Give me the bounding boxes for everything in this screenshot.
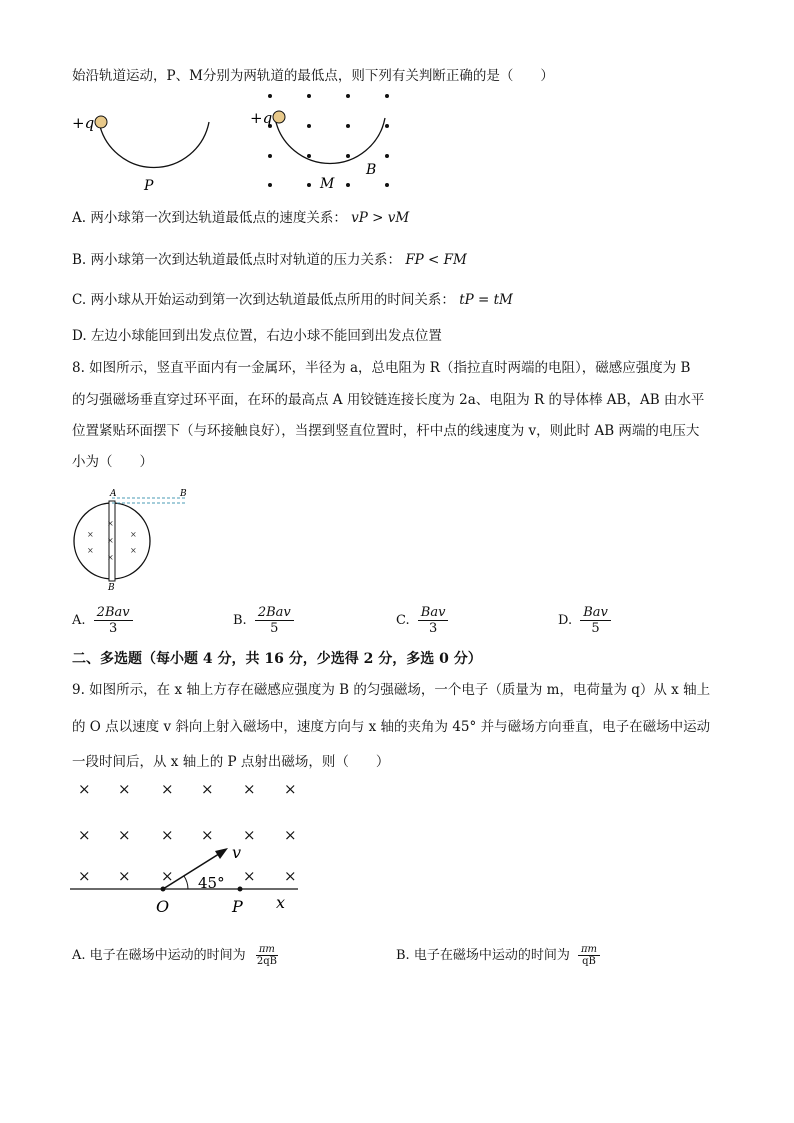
svg-text:×: ×: [243, 780, 256, 798]
q8-line-3: 位置紧贴环面摆下（与环接触良好），当摆到竖直位置时，杆中点的线速度为 v，则此时 AB 两端的电压大: [72, 423, 700, 439]
option-letter: C.: [72, 292, 87, 308]
q7-right-charge: +q: [250, 109, 273, 127]
q7-right-label-m: M: [320, 176, 335, 192]
q9-field-crosses: [78, 780, 297, 885]
q7-option-c[interactable]: [72, 290, 513, 310]
q8-option-a[interactable]: [72, 605, 133, 636]
option-text: 两小球第一次到达轨道最低点的速度关系：: [90, 210, 347, 226]
q9-option-b[interactable]: [396, 944, 600, 967]
q9-line-1: 9. 如图所示，在 x 轴上方存在磁感应强度为 B 的匀强磁场，一个电子（质量为 m，电荷量为 q）从 x 轴上: [72, 682, 711, 698]
svg-text:×: ×: [78, 780, 91, 798]
q8-option-c[interactable]: [396, 605, 448, 636]
svg-text:×: ×: [284, 867, 297, 885]
option-letter: C.: [396, 613, 410, 628]
option-text: 电子在磁场中运动的时间为: [89, 948, 246, 963]
fraction: $\frac{\text{Bav}}{3}$: [418, 605, 449, 636]
section-heading: 二、多选题（每小题 4 分，共 16 分，少选得 2 分，多选 0 分）: [72, 651, 482, 667]
option-letter: A.: [72, 210, 87, 226]
option-letter: A.: [72, 613, 86, 628]
svg-text:×: ×: [243, 826, 256, 844]
q7-right-ball: [273, 111, 285, 123]
q9-option-a[interactable]: [72, 944, 280, 967]
q8-label-b-top: B: [180, 489, 187, 499]
option-math: FP < FM: [405, 252, 467, 268]
q7-stem: 始沿轨道运动，P、M分别为两轨道的最低点，则下列有关判断正确的是（ ）: [72, 68, 554, 84]
svg-text:×: ×: [243, 867, 256, 885]
svg-text:×: ×: [107, 553, 114, 562]
q8-line-1: 8. 如图所示，竖直平面内有一金属环，半径为 a，总电阻为 R（指拉直时两端的电阻），磁感应强度为 B: [72, 360, 691, 376]
svg-text:×: ×: [118, 826, 131, 844]
option-letter: B.: [233, 613, 247, 628]
q8-field-crosses: [87, 519, 137, 562]
fraction: $\frac{\text{2Bav}}{5}$: [255, 605, 294, 636]
q7-figure-right: [248, 88, 408, 198]
q8-figure: [70, 486, 200, 596]
svg-text:×: ×: [78, 826, 91, 844]
svg-text:×: ×: [87, 546, 94, 555]
svg-text:×: ×: [130, 530, 137, 539]
fraction: $\frac{\text{2Bav}}{3}$: [94, 605, 133, 636]
svg-text:×: ×: [118, 867, 131, 885]
svg-text:×: ×: [284, 826, 297, 844]
option-letter: D.: [72, 328, 87, 344]
q7-left-charge: +q: [72, 114, 95, 132]
option-math: vP > vM: [351, 210, 410, 226]
option-letter: D.: [558, 613, 573, 628]
svg-text:×: ×: [161, 826, 174, 844]
q7-left-ball: [95, 116, 107, 128]
q7-option-d[interactable]: [72, 326, 442, 346]
q7-figure-left: [70, 108, 230, 198]
q7-left-track: [99, 122, 209, 167]
q7-left-label-p: P: [144, 178, 154, 194]
q7-option-b[interactable]: [72, 250, 467, 270]
svg-text:×: ×: [87, 530, 94, 539]
q9-label-angle: 45°: [198, 874, 225, 892]
q9-label-p: P: [232, 897, 243, 916]
svg-text:×: ×: [161, 780, 174, 798]
svg-text:×: ×: [107, 519, 114, 528]
q8-option-d[interactable]: [558, 605, 611, 636]
fraction: $\frac{\pi m}{qB}$: [578, 944, 600, 967]
fraction: $\frac{\text{Bav}}{5}$: [580, 605, 611, 636]
svg-text:×: ×: [201, 826, 214, 844]
svg-text:×: ×: [130, 546, 137, 555]
svg-text:×: ×: [284, 780, 297, 798]
q9-label-x: x: [276, 893, 286, 912]
q8-label-b-bottom: B: [108, 583, 115, 593]
q7-right-track: [275, 118, 385, 163]
q9-label-v: v: [232, 843, 242, 862]
q7-right-label-b: B: [366, 162, 377, 178]
fraction: $\frac{\pi m}{2qB}$: [256, 944, 277, 967]
svg-text:×: ×: [118, 780, 131, 798]
option-letter: B.: [396, 948, 410, 963]
option-text: 两小球第一次到达轨道最低点时对轨道的压力关系：: [90, 252, 402, 268]
q8-label-a: A: [110, 489, 117, 499]
svg-text:×: ×: [107, 536, 114, 545]
option-text: 电子在磁场中运动的时间为: [413, 948, 570, 963]
q9-line-2: 的 O 点以速度 v 斜向上射入磁场中，速度方向与 x 轴的夹角为 45° 并与磁场方向垂直，电子在磁场中运动: [72, 719, 711, 735]
q8-line-4: 小为（ ）: [72, 454, 153, 470]
option-letter: A.: [72, 948, 86, 963]
svg-text:×: ×: [78, 867, 91, 885]
option-letter: B.: [72, 252, 87, 268]
option-math: tP = tM: [459, 292, 513, 308]
q9-label-o: O: [156, 897, 170, 916]
option-text: 左边小球能回到出发点位置，右边小球不能回到出发点位置: [90, 328, 442, 344]
q9-figure: [70, 778, 310, 918]
q7-option-a[interactable]: [72, 208, 409, 228]
q9-line-3: 一段时间后，从 x 轴上的 P 点射出磁场，则（ ）: [72, 754, 390, 770]
svg-text:×: ×: [161, 867, 174, 885]
q8-option-b[interactable]: [233, 605, 294, 636]
svg-text:×: ×: [201, 780, 214, 798]
option-text: 两小球从开始运动到第一次到达轨道最低点所用的时间关系：: [90, 292, 455, 308]
q8-line-2: 的匀强磁场垂直穿过环平面，在环的最高点 A 用铰链连接长度为 2a、电阻为 R 的导体棒 AB，AB 由水平: [72, 392, 705, 408]
